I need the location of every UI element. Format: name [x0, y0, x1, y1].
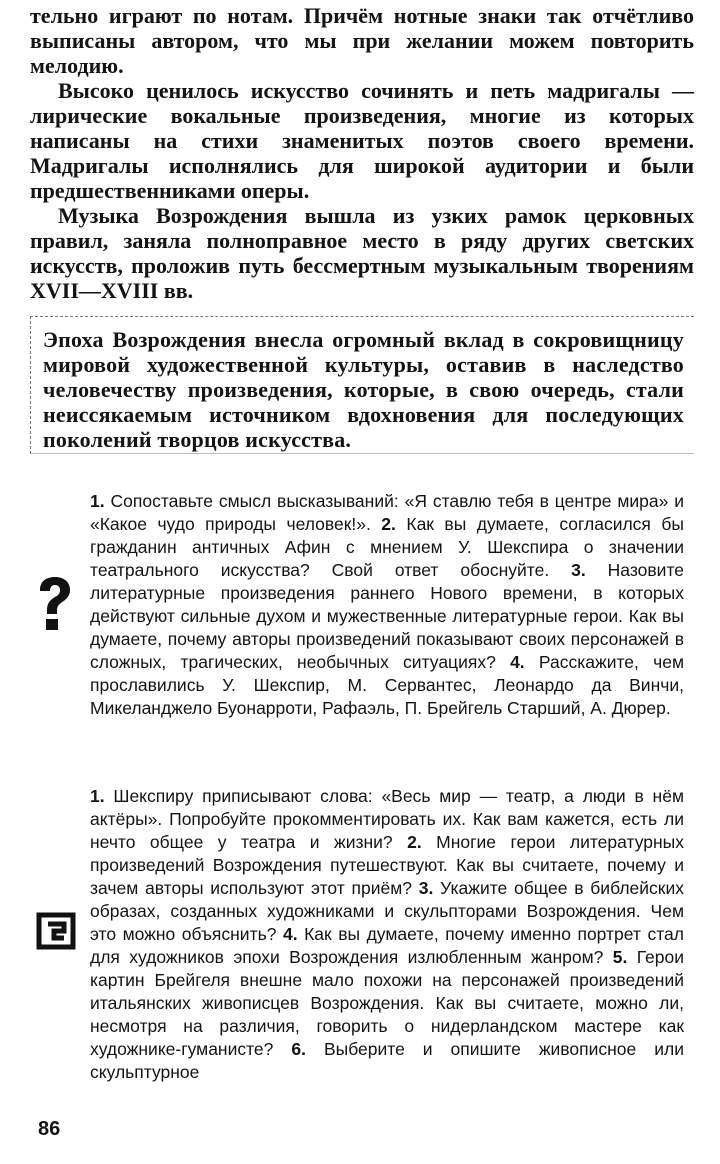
task-text: Укажите общее в библейских образах, созданных художниками и скульпторами Возрождения. Чем это можно объяснить? [90, 878, 684, 944]
tasks-block [90, 785, 684, 1084]
task-book-icon [36, 912, 76, 950]
task-number: 6. [291, 1039, 306, 1059]
question-number: 1. [90, 491, 105, 511]
paragraph-1: тельно играют по нотам. Причём нотные знаки так отчётливо выписаны автором, что мы при желании можем повторить мелодию. [30, 3, 694, 78]
task-text: Многие герои литературных произведений Возрождения путешествуют. Как вы считаете, почему и зачем авторы используют этот приём? [90, 832, 684, 898]
conclusion-box [30, 316, 694, 454]
question-text: Назовите литературные произведения раннего Нового времени, в которых действуют сильные духом и мужественные литературные герои. Как вы думаете, почему авторы произведений показывают своих персонажей в сложных, трагических, необычных ситуациях? [90, 560, 685, 672]
questions-list [90, 490, 684, 720]
questions-block [90, 490, 684, 720]
conclusion-text: Эпоха Возрождения внесла огромный вклад в сокровищницу мировой художественной культуры, оставив в наследство человечеству произведения, которые, в свою очередь, стали неиссякаемым источником вдохновения для последующих поколений творцов искусства. [43, 327, 684, 452]
task-number: 2. [407, 832, 422, 852]
paragraph-3: Музыка Возрождения вышла из узких рамок церковных правил, заняла полноправное место в ряду других светских искусств, проложив путь бессмертным музыкальным творениям XVII—XVIII вв. [30, 203, 694, 303]
question-text: Сопоставьте смысл высказываний: «Я ставлю тебя в центре мира» и «Какое чудо природы человек!». [90, 491, 684, 534]
task-number: 4. [282, 924, 298, 944]
task-number: 5. [612, 947, 628, 967]
question-number: 2. [381, 514, 396, 534]
page-number: 86 [38, 1118, 61, 1140]
question-text: Расскажите, чем прославились У. Шекспир, М. Сервантес, Леонардо да Винчи, Микеланджело Буонарроти, Рафаэль, П. Брейгель Старший, А. Дюрер. [90, 652, 684, 718]
paragraph-2: Высоко ценилось искусство сочинять и петь мадригалы — лирические вокальные произведения, многие из которых написаны на стихи знаменитых поэтов своего времени. Мадригалы исполнялись для широкой аудитории и были предшественниками оперы. [30, 78, 694, 203]
task-text: Герои картин Брейгеля внешне мало похожи на персонажей произведений итальянских живописцев Возрождения. Как вы считаете, можно ли, несмотря на различия, говорить о нидерландском мастере как художнике-гуманисте? [90, 947, 684, 1059]
task-number: 1. [90, 786, 105, 806]
question-number: 3. [571, 560, 586, 580]
task-number: 3. [418, 878, 434, 898]
task-text: Выберите и опишите живописное или скульптурное [90, 1039, 684, 1082]
question-text: Как вы думаете, согласился бы гражданин античных Афин с мнением У. Шекспира о значении театрального искусства? Свой ответ обоснуйте. [90, 514, 684, 580]
task-text: Шекспиру приписывают слова: «Весь мир — театр, а люди в нём актёры». Попробуйте прокомментировать их. Как вам кажется, есть ли нечто общее у театра и жизни? [90, 786, 684, 852]
main-text [30, 3, 694, 303]
task-text: Как вы думаете, почему именно портрет стал для художников эпохи Возрождения излюбленным жанром? [90, 924, 684, 967]
question-number: 4. [510, 652, 525, 672]
tasks-list [90, 785, 684, 1084]
question-mark-icon [34, 576, 74, 632]
